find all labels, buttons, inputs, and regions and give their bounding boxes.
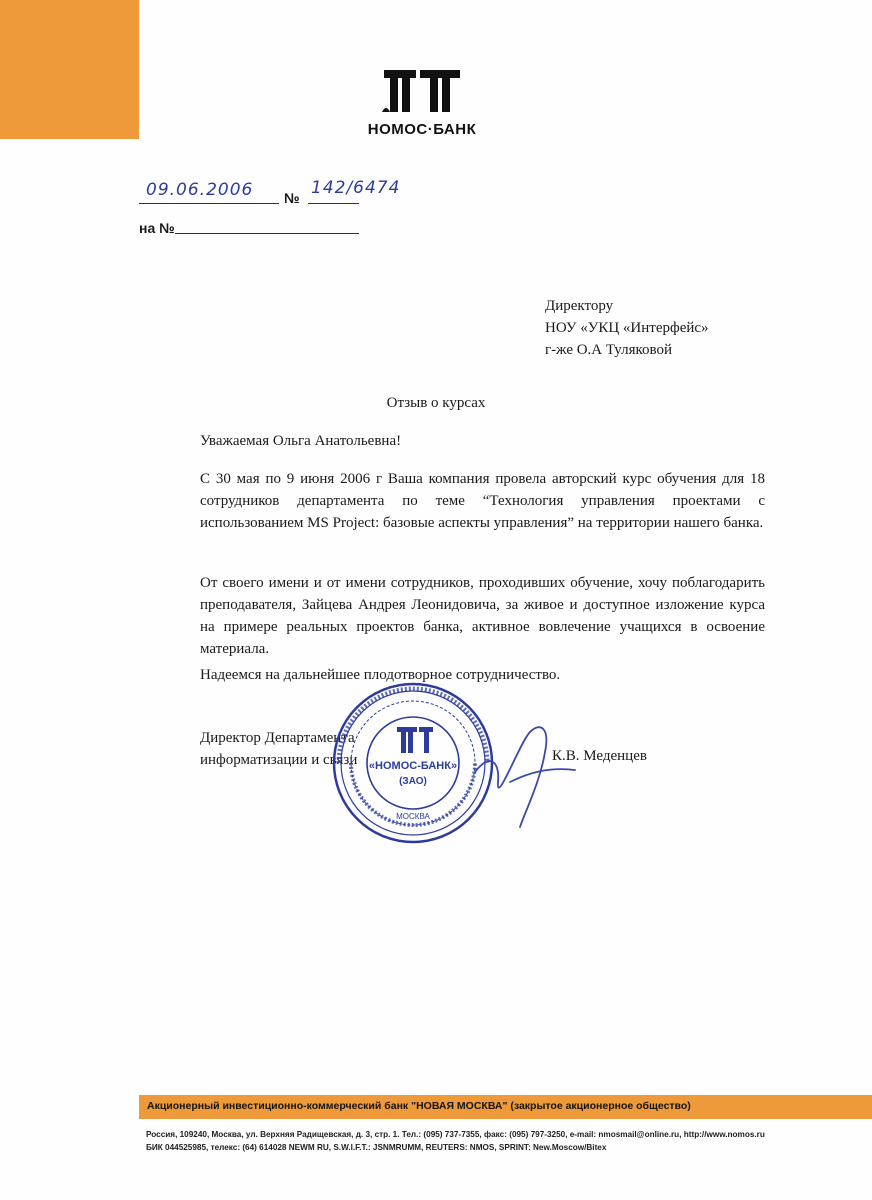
outgoing-number: 142/6474 (311, 178, 401, 198)
corner-decoration (0, 0, 139, 139)
signatory-title-line: Директор Департамента (200, 730, 355, 746)
addressee-line: г-же О.А Туляковой (545, 342, 673, 358)
nomos-bank-logo-icon (380, 66, 464, 116)
stamp-city-text: МОСКВА (396, 812, 430, 821)
bank-logo (342, 66, 502, 142)
number-label: № (284, 190, 300, 206)
footer-bank-details-line: БИК 044525985, телекс: (64) 614028 NEWM RU, S.W.I.F.T.: JSNMRUMM, REUTERS: NMOS, SPRINT: New.Moscow/Bitex (146, 1143, 607, 1152)
addressee-line: Директору (545, 298, 614, 314)
closing-line: Надеемся на дальнейшее плодотворное сотрудничество. (200, 667, 561, 683)
number-underline (308, 203, 359, 204)
salutation: Уважаемая Ольга Анатольевна! (200, 433, 402, 449)
outgoing-date: 09.06.2006 (146, 180, 254, 200)
handwritten-signature (470, 712, 580, 832)
footer-contact-line: Россия, 109240, Москва, ул. Верхняя Радищевская, д. 3, стр. 1. Тел.: (095) 737-7355, факс: (095) 797-3250, e-mail: nmosmail@online.ru, http://www.nomos.ru (146, 1130, 765, 1139)
date-underline (139, 203, 279, 204)
letter-subject: Отзыв о курсах (386, 395, 486, 411)
footer-banner-text: Акционерный инвестиционно-коммерческий банк "НОВАЯ МОСКВА" (закрытое акционерное общество) (147, 1100, 691, 1112)
signatory-name: К.В. Меденцев (552, 748, 647, 764)
addressee-line: НОУ «УКЦ «Интерфейс» (545, 320, 709, 336)
signatory-title-line: информатизации и связи (200, 752, 358, 768)
body-paragraph: С 30 мая по 9 июня 2006 г Ваша компания провела авторский курс обучения для 18 сотрудников департамента по теме “Технология управления проектами с использованием MS Project: базовые аспекты управления” на территории нашего банка. (200, 471, 765, 531)
footer-banner (139, 1095, 872, 1119)
body-paragraph: От своего имени и от имени сотрудников, проходивших обучение, хочу поблагодарить преподавателя, Зайцева Андрея Леонидовича, за живое и доступное изложение курса на примере реальных проектов банка, активное вовлечение учащихся в освоение материала. (200, 575, 765, 657)
reply-to-label: на № (139, 220, 175, 236)
addressee-block (545, 295, 709, 361)
bank-name: НОМОС·БАНК (367, 121, 477, 138)
reply-to-underline (175, 233, 359, 234)
stamp-center-text: «НОМОС-БАНК» (368, 760, 458, 772)
stamp-center-subtext: (ЗАО) (399, 776, 427, 787)
